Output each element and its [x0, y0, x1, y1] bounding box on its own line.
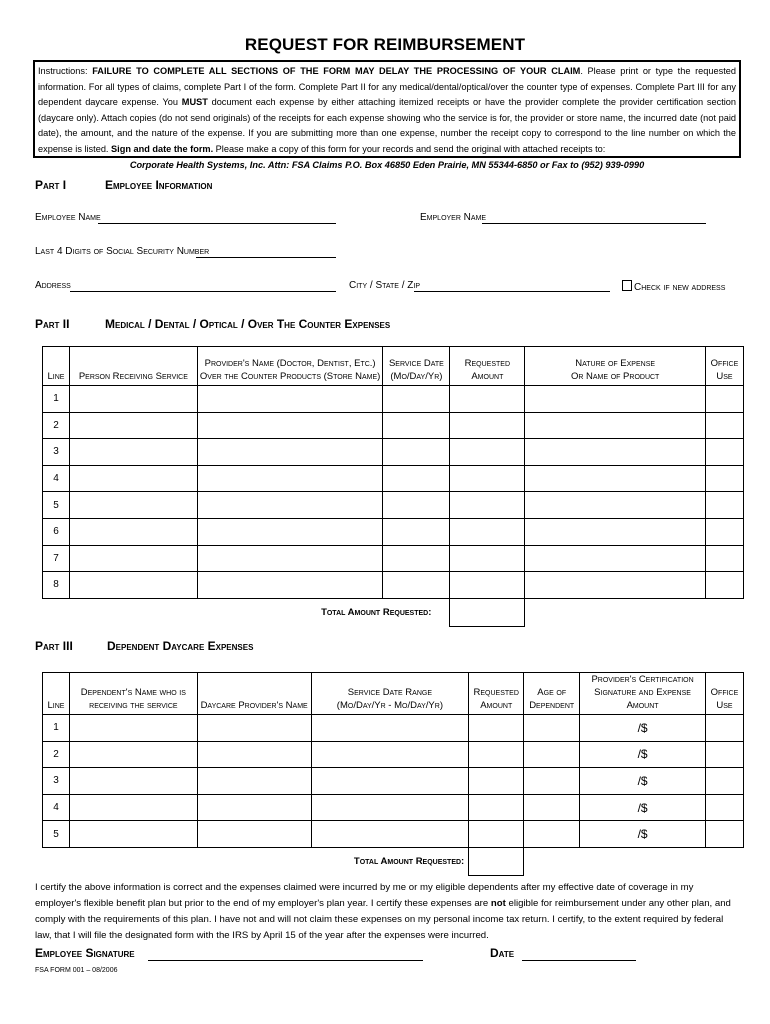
table-cell[interactable] — [705, 386, 743, 413]
table-cell[interactable] — [197, 492, 383, 519]
table-cell[interactable] — [383, 518, 450, 545]
medical-total-label: Total Amount Requested: — [321, 607, 432, 618]
employer-name-label: Employer Name — [420, 212, 487, 223]
line-number: 8 — [43, 572, 70, 599]
table-cell[interactable] — [383, 439, 450, 466]
table-cell[interactable] — [705, 412, 743, 439]
line-number: 6 — [43, 518, 70, 545]
table-cell[interactable] — [197, 412, 383, 439]
line-number: 1 — [43, 386, 70, 413]
table-cell[interactable] — [450, 412, 525, 439]
table-cell[interactable] — [705, 465, 743, 492]
table-cell[interactable] — [524, 821, 580, 848]
table-row — [43, 439, 744, 466]
table-cell[interactable] — [197, 518, 383, 545]
table-cell[interactable] — [705, 794, 743, 821]
col-person: Person Receiving Service — [69, 347, 197, 386]
table-cell[interactable] — [69, 715, 197, 742]
col-service-range: Service Date Range (Mo/Day/Yr - Mo/Day/Yr) — [311, 673, 469, 715]
instructions-sign: Sign and date the form. — [111, 143, 214, 154]
table-cell[interactable] — [705, 768, 743, 795]
table-cell[interactable] — [705, 518, 743, 545]
table-cell[interactable] — [69, 465, 197, 492]
col-certification: Provider's Certification Signature and Expense Amount — [580, 673, 706, 715]
table-cell[interactable] — [469, 821, 524, 848]
medical-expense-table — [42, 346, 744, 627]
table-cell[interactable] — [705, 439, 743, 466]
certification-cell[interactable]: /$ — [580, 741, 706, 768]
instructions-must: MUST — [181, 97, 208, 108]
table-cell[interactable] — [450, 386, 525, 413]
table-row — [43, 412, 744, 439]
part3-heading: Dependent Daycare Expenses — [107, 639, 254, 653]
instructions-prefix: Instructions: — [38, 66, 93, 76]
table-cell[interactable] — [705, 741, 743, 768]
certification-cell[interactable]: /$ — [580, 768, 706, 795]
table-cell[interactable] — [383, 572, 450, 599]
address-label: Address — [35, 280, 71, 291]
line-number: 3 — [43, 768, 70, 795]
line-number: 4 — [43, 465, 70, 492]
col-provider: Provider's Name (Doctor, Dentist, Etc.) Over the Counter Products (Store Name) — [197, 347, 383, 386]
table-cell[interactable] — [525, 386, 706, 413]
table-cell[interactable] — [69, 794, 197, 821]
table-cell[interactable] — [525, 439, 706, 466]
table-cell[interactable] — [69, 768, 197, 795]
table-row — [43, 794, 744, 821]
table-cell[interactable] — [469, 715, 524, 742]
line-number: 2 — [43, 741, 70, 768]
table-row — [43, 715, 744, 742]
line-number: 1 — [43, 715, 70, 742]
new-address-checkbox-wrap[interactable] — [622, 280, 725, 293]
certification-cell[interactable]: /$ — [580, 821, 706, 848]
ssn-field[interactable] — [196, 257, 336, 258]
table-cell[interactable] — [69, 572, 197, 599]
table-cell[interactable] — [311, 794, 469, 821]
table-row — [43, 518, 744, 545]
table-cell[interactable] — [197, 545, 383, 572]
table-cell[interactable] — [705, 492, 743, 519]
table-row — [43, 465, 744, 492]
table-cell[interactable] — [469, 741, 524, 768]
table-cell[interactable] — [311, 821, 469, 848]
table-cell[interactable] — [311, 715, 469, 742]
table-cell[interactable] — [69, 518, 197, 545]
table-row — [43, 741, 744, 768]
table-cell[interactable] — [469, 794, 524, 821]
employee-signature-label: Employee Signature — [35, 946, 135, 960]
table-cell[interactable] — [197, 439, 383, 466]
table-cell[interactable] — [197, 572, 383, 599]
line-number: 4 — [43, 794, 70, 821]
certification-cell[interactable]: /$ — [580, 794, 706, 821]
table-cell[interactable] — [197, 386, 383, 413]
table-cell[interactable] — [383, 545, 450, 572]
col-age: Age of Dependent — [524, 673, 580, 715]
table-row — [43, 492, 744, 519]
col-nature: Nature of Expense Or Name of Product — [525, 347, 706, 386]
table-cell[interactable] — [524, 794, 580, 821]
table-cell[interactable] — [197, 794, 311, 821]
col-line: Line — [43, 673, 70, 715]
line-number: 2 — [43, 412, 70, 439]
new-address-label: Check if new address — [634, 282, 726, 293]
table-cell[interactable] — [383, 412, 450, 439]
table-cell[interactable] — [69, 412, 197, 439]
table-cell[interactable] — [525, 412, 706, 439]
table-cell[interactable] — [525, 518, 706, 545]
table-cell[interactable] — [450, 492, 525, 519]
table-cell[interactable] — [524, 741, 580, 768]
table-cell[interactable] — [705, 572, 743, 599]
table-cell[interactable] — [69, 741, 197, 768]
line-number: 5 — [43, 492, 70, 519]
col-requested-amount: Requested Amount — [450, 347, 525, 386]
table-cell[interactable] — [383, 492, 450, 519]
col-requested-amount: Requested Amount — [469, 673, 524, 715]
line-number: 3 — [43, 439, 70, 466]
table-cell[interactable] — [197, 715, 311, 742]
table-cell[interactable] — [197, 821, 311, 848]
part1-label: Part I — [35, 178, 67, 192]
daycare-total-row — [43, 847, 744, 875]
new-address-checkbox[interactable] — [622, 280, 632, 291]
daycare-total-label: Total Amount Requested: — [353, 856, 465, 868]
table-cell[interactable] — [705, 715, 743, 742]
table-cell[interactable] — [197, 768, 311, 795]
table-cell[interactable] — [524, 768, 580, 795]
col-office-use: Office Use — [705, 673, 743, 715]
employee-name-label: Employee Name — [35, 212, 101, 223]
daycare-expense-table — [42, 672, 744, 876]
form-title: REQUEST FOR REIMBURSEMENT — [244, 35, 526, 54]
table-cell[interactable] — [69, 821, 197, 848]
table-cell[interactable] — [469, 768, 524, 795]
table-cell[interactable] — [69, 386, 197, 413]
part2-heading: Medical / Dental / Optical / Over The Counter Expenses — [105, 317, 391, 331]
col-dependent: Dependent's Name who is receiving the service — [69, 673, 197, 715]
table-row — [43, 768, 744, 795]
table-cell[interactable] — [450, 439, 525, 466]
instructions-contact: Corporate Health Systems, Inc. Attn: FSA Claims P.O. Box 46850 Eden Prairie, MN 55344-6850 or Fax to (952) 939-0990 — [129, 159, 645, 170]
col-office-use: Office Use — [705, 347, 743, 386]
table-cell[interactable] — [524, 715, 580, 742]
table-row — [43, 572, 744, 599]
medical-total-cell[interactable] — [450, 598, 525, 626]
date-field[interactable] — [522, 960, 636, 961]
table-cell[interactable] — [311, 768, 469, 795]
form-id: FSA FORM 001 – 08/2006 — [35, 967, 118, 974]
certification-statement: I certify the above information is correct and the expenses claimed were incurred by me or my eligible dependents after my effective date of coverage in my employer's flexible benefit plan but prior to the end of my employer's plan year. I certify these expenses are not eligible for reimbursement under any other plan, and comply with the requirements of this plan. I have not and will not claim these expenses on my personal income tax return. I certify, to the extent required by federal law, that I will file the designated form with the IRS by April 15 of the year after the expenses were incurred. — [35, 882, 731, 941]
table-cell[interactable] — [69, 492, 197, 519]
instructions-text-1: . Please print or type the requested information. For all types of claims, complete Part I of the form. Complete Part II for any medical/dental/optical/over the counter type of expenses. Complete Part III for any dependent daycare expense. You — [38, 66, 736, 108]
employee-signature-field[interactable] — [148, 960, 423, 961]
table-cell[interactable] — [450, 572, 525, 599]
instructions-text-3: Please make a copy of this form for your records and send the original with attached receipts to: — [213, 143, 606, 154]
table-cell[interactable] — [705, 545, 743, 572]
certification-not: not — [490, 898, 506, 909]
table-row — [43, 821, 744, 848]
part2-label: Part II — [35, 317, 70, 331]
table-cell[interactable] — [383, 386, 450, 413]
table-cell[interactable] — [450, 465, 525, 492]
daycare-total-cell[interactable] — [469, 847, 524, 875]
instructions-warning: FAILURE TO COMPLETE ALL SECTIONS OF THE FORM MAY DELAY THE PROCESSING OF YOUR CLAIM — [92, 66, 581, 76]
table-cell[interactable] — [525, 572, 706, 599]
daycare-table-header — [43, 673, 744, 715]
table-cell[interactable] — [383, 465, 450, 492]
medical-total-row — [43, 598, 744, 626]
part1-heading: Employee Information — [105, 178, 213, 192]
line-number: 7 — [43, 545, 70, 572]
col-line: Line — [43, 347, 70, 386]
line-number: 5 — [43, 821, 70, 848]
city-state-zip-field[interactable] — [414, 291, 610, 292]
employee-name-field[interactable] — [98, 223, 336, 224]
table-cell[interactable] — [525, 492, 706, 519]
table-row — [43, 386, 744, 413]
col-service-date: Service Date (Mo/Day/Yr) — [383, 347, 450, 386]
certification-cell[interactable]: /$ — [580, 715, 706, 742]
employer-name-field[interactable] — [482, 223, 706, 224]
ssn-label: Last 4 Digits of Social Security Number — [35, 246, 210, 257]
medical-table-header — [43, 347, 744, 386]
table-cell[interactable] — [69, 439, 197, 466]
table-cell[interactable] — [311, 741, 469, 768]
table-cell[interactable] — [525, 545, 706, 572]
table-cell[interactable] — [69, 545, 197, 572]
table-cell[interactable] — [197, 741, 311, 768]
city-state-zip-label: City / State / Zip — [349, 280, 421, 291]
address-field[interactable] — [70, 291, 336, 292]
part3-label: Part III — [35, 639, 73, 653]
table-row — [43, 545, 744, 572]
date-label: Date — [490, 946, 515, 960]
instructions-box — [33, 60, 741, 170]
table-cell[interactable] — [450, 545, 525, 572]
instructions-text-2: document each expense by either attaching itemized receipts or have the provider complete the provider certification section (daycare only). Attach copies (do not send originals) of the receipts for each expense showing who the service is for, the provider or store name, the incurred date (not paid date), the amount, and the nature of the expense. If you are submitting more than one expense, number the receipt copy to correspond to the line number on which the expense is listed. — [38, 97, 737, 154]
table-cell[interactable] — [197, 465, 383, 492]
col-daycare-provider: Daycare Provider's Name — [197, 673, 311, 715]
table-cell[interactable] — [705, 821, 743, 848]
table-cell[interactable] — [525, 465, 706, 492]
table-cell[interactable] — [450, 518, 525, 545]
